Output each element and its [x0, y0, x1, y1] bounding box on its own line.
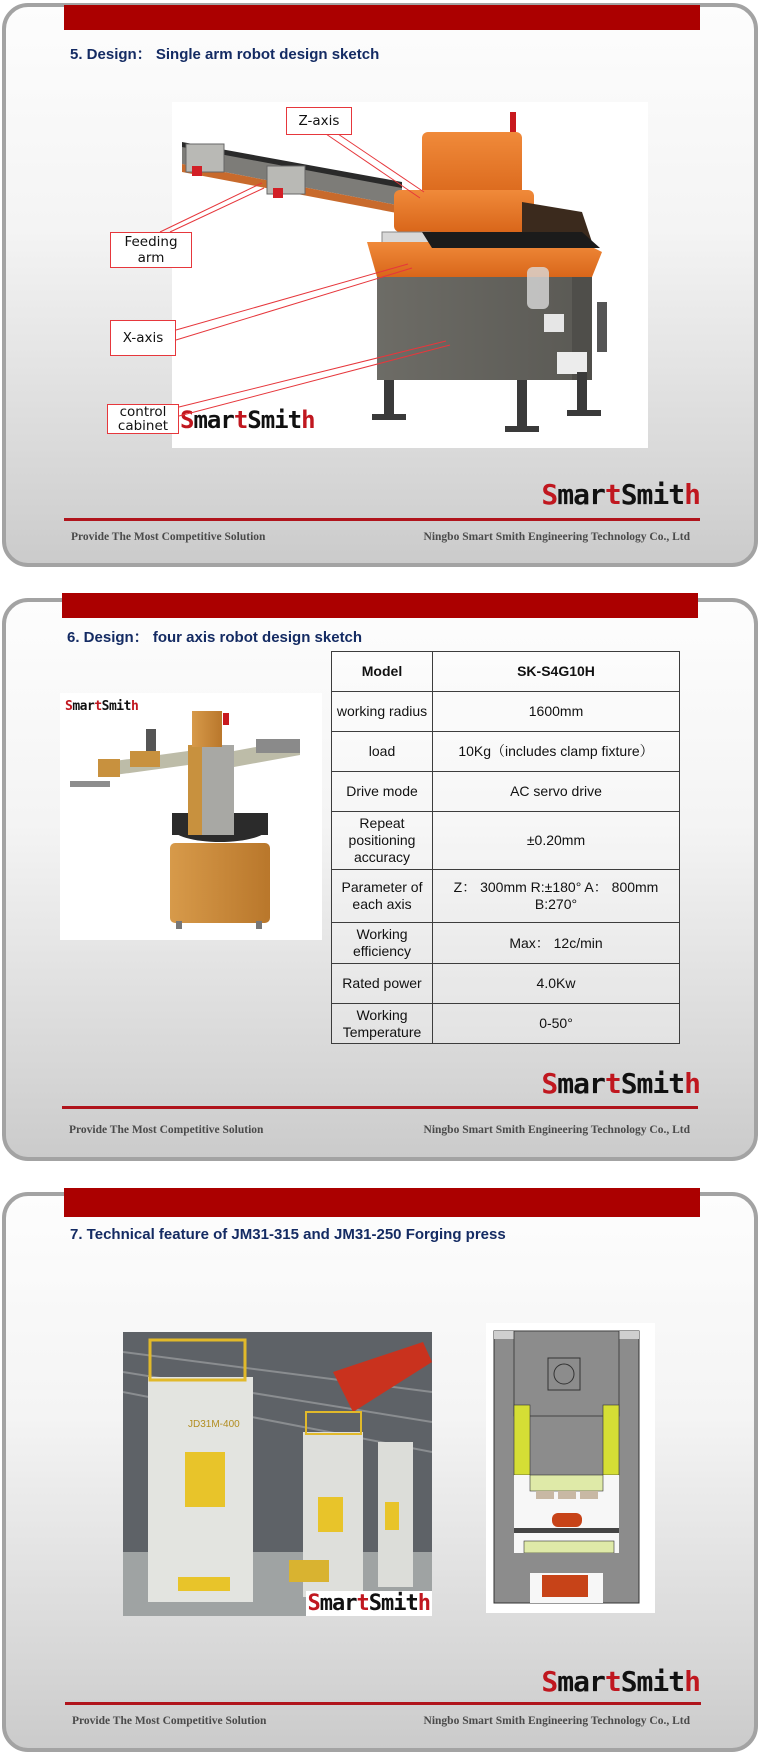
spec-key: Working efficiency: [332, 923, 433, 964]
brand-logo-footer: SmartSmith: [541, 1067, 700, 1100]
table-row: [332, 923, 680, 964]
table-row: [332, 652, 680, 692]
spec-value: Max： 12c/min: [433, 923, 680, 964]
table-row: [332, 812, 680, 870]
table-row: [332, 1004, 680, 1044]
slide-forging-press: [0, 1188, 758, 1756]
header-red-bar: [64, 1188, 700, 1217]
footer-divider: [62, 1106, 698, 1109]
brand-logo-inline: SmartSmith: [65, 699, 139, 714]
header-red-bar: [64, 5, 700, 30]
header-red-bar: [62, 593, 698, 618]
spec-value: Z： 300mm R:±180° A： 800mm B:270°: [433, 870, 680, 923]
robot-render-graphic: [60, 693, 322, 940]
brand-logo-footer: SmartSmith: [541, 478, 700, 511]
slide-title: 5. Design： Single arm robot design sketch: [70, 46, 380, 63]
spec-value: 10Kg（includes clamp fixture）: [433, 732, 680, 772]
forging-press-factory-photo: [123, 1332, 432, 1616]
callout-control-cabinet: control cabinet: [107, 404, 179, 434]
spec-key: Repeat positioning accuracy: [332, 812, 433, 870]
table-row: [332, 772, 680, 812]
table-row: [332, 692, 680, 732]
footer-company: Ningbo Smart Smith Engineering Technology Co., Ltd: [423, 1715, 690, 1727]
spec-key: Drive mode: [332, 772, 433, 812]
callout-z-axis: Z-axis: [286, 107, 352, 135]
table-row: [332, 870, 680, 923]
spec-value: 0-50°: [433, 1004, 680, 1044]
footer-tagline: Provide The Most Competitive Solution: [69, 1124, 264, 1136]
brand-logo-inline: SmartSmith: [180, 406, 315, 434]
slide-four-axis-robot: [0, 593, 758, 1161]
slide-single-arm-robot: [0, 0, 758, 567]
table-row: [332, 964, 680, 1004]
spec-key: Rated power: [332, 964, 433, 1004]
robot-render-graphic: [172, 102, 648, 448]
press-drawing-graphic: [486, 1323, 655, 1613]
footer-tagline: Provide The Most Competitive Solution: [71, 531, 266, 543]
spec-value: 1600mm: [433, 692, 680, 732]
spec-value: AC servo drive: [433, 772, 680, 812]
spec-value: 4.0Kw: [433, 964, 680, 1004]
spec-value: SK-S4G10H: [433, 652, 680, 692]
callout-feeding-arm: Feeding arm: [110, 232, 192, 268]
footer-company: Ningbo Smart Smith Engineering Technology Co., Ltd: [423, 531, 690, 543]
brand-logo-inline: SmartSmith: [307, 1591, 430, 1616]
footer-tagline: Provide The Most Competitive Solution: [72, 1715, 267, 1727]
spec-key: Parameter of each axis: [332, 870, 433, 923]
slide-title: 7. Technical feature of JM31-315 and JM31-250 Forging press: [70, 1226, 506, 1243]
four-axis-robot-render: [60, 693, 322, 940]
svg-text:JD31M-400: JD31M-400: [188, 1419, 240, 1430]
footer-company: Ningbo Smart Smith Engineering Technology Co., Ltd: [423, 1124, 690, 1136]
callout-x-axis: X-axis: [110, 320, 176, 356]
table-row: [332, 732, 680, 772]
brand-logo-footer: SmartSmith: [541, 1665, 700, 1698]
factory-photo-graphic: [123, 1332, 432, 1616]
slide-title: 6. Design： four axis robot design sketch: [67, 629, 363, 646]
single-arm-robot-render: [172, 102, 648, 448]
spec-key: load: [332, 732, 433, 772]
footer-divider: [65, 1702, 701, 1705]
spec-table: [331, 651, 680, 1044]
footer-divider: [64, 518, 700, 521]
spec-key: Working Temperature: [332, 1004, 433, 1044]
spec-value: ±0.20mm: [433, 812, 680, 870]
forging-press-drawing: [486, 1323, 655, 1613]
spec-key: Model: [332, 652, 433, 692]
spec-key: working radius: [332, 692, 433, 732]
